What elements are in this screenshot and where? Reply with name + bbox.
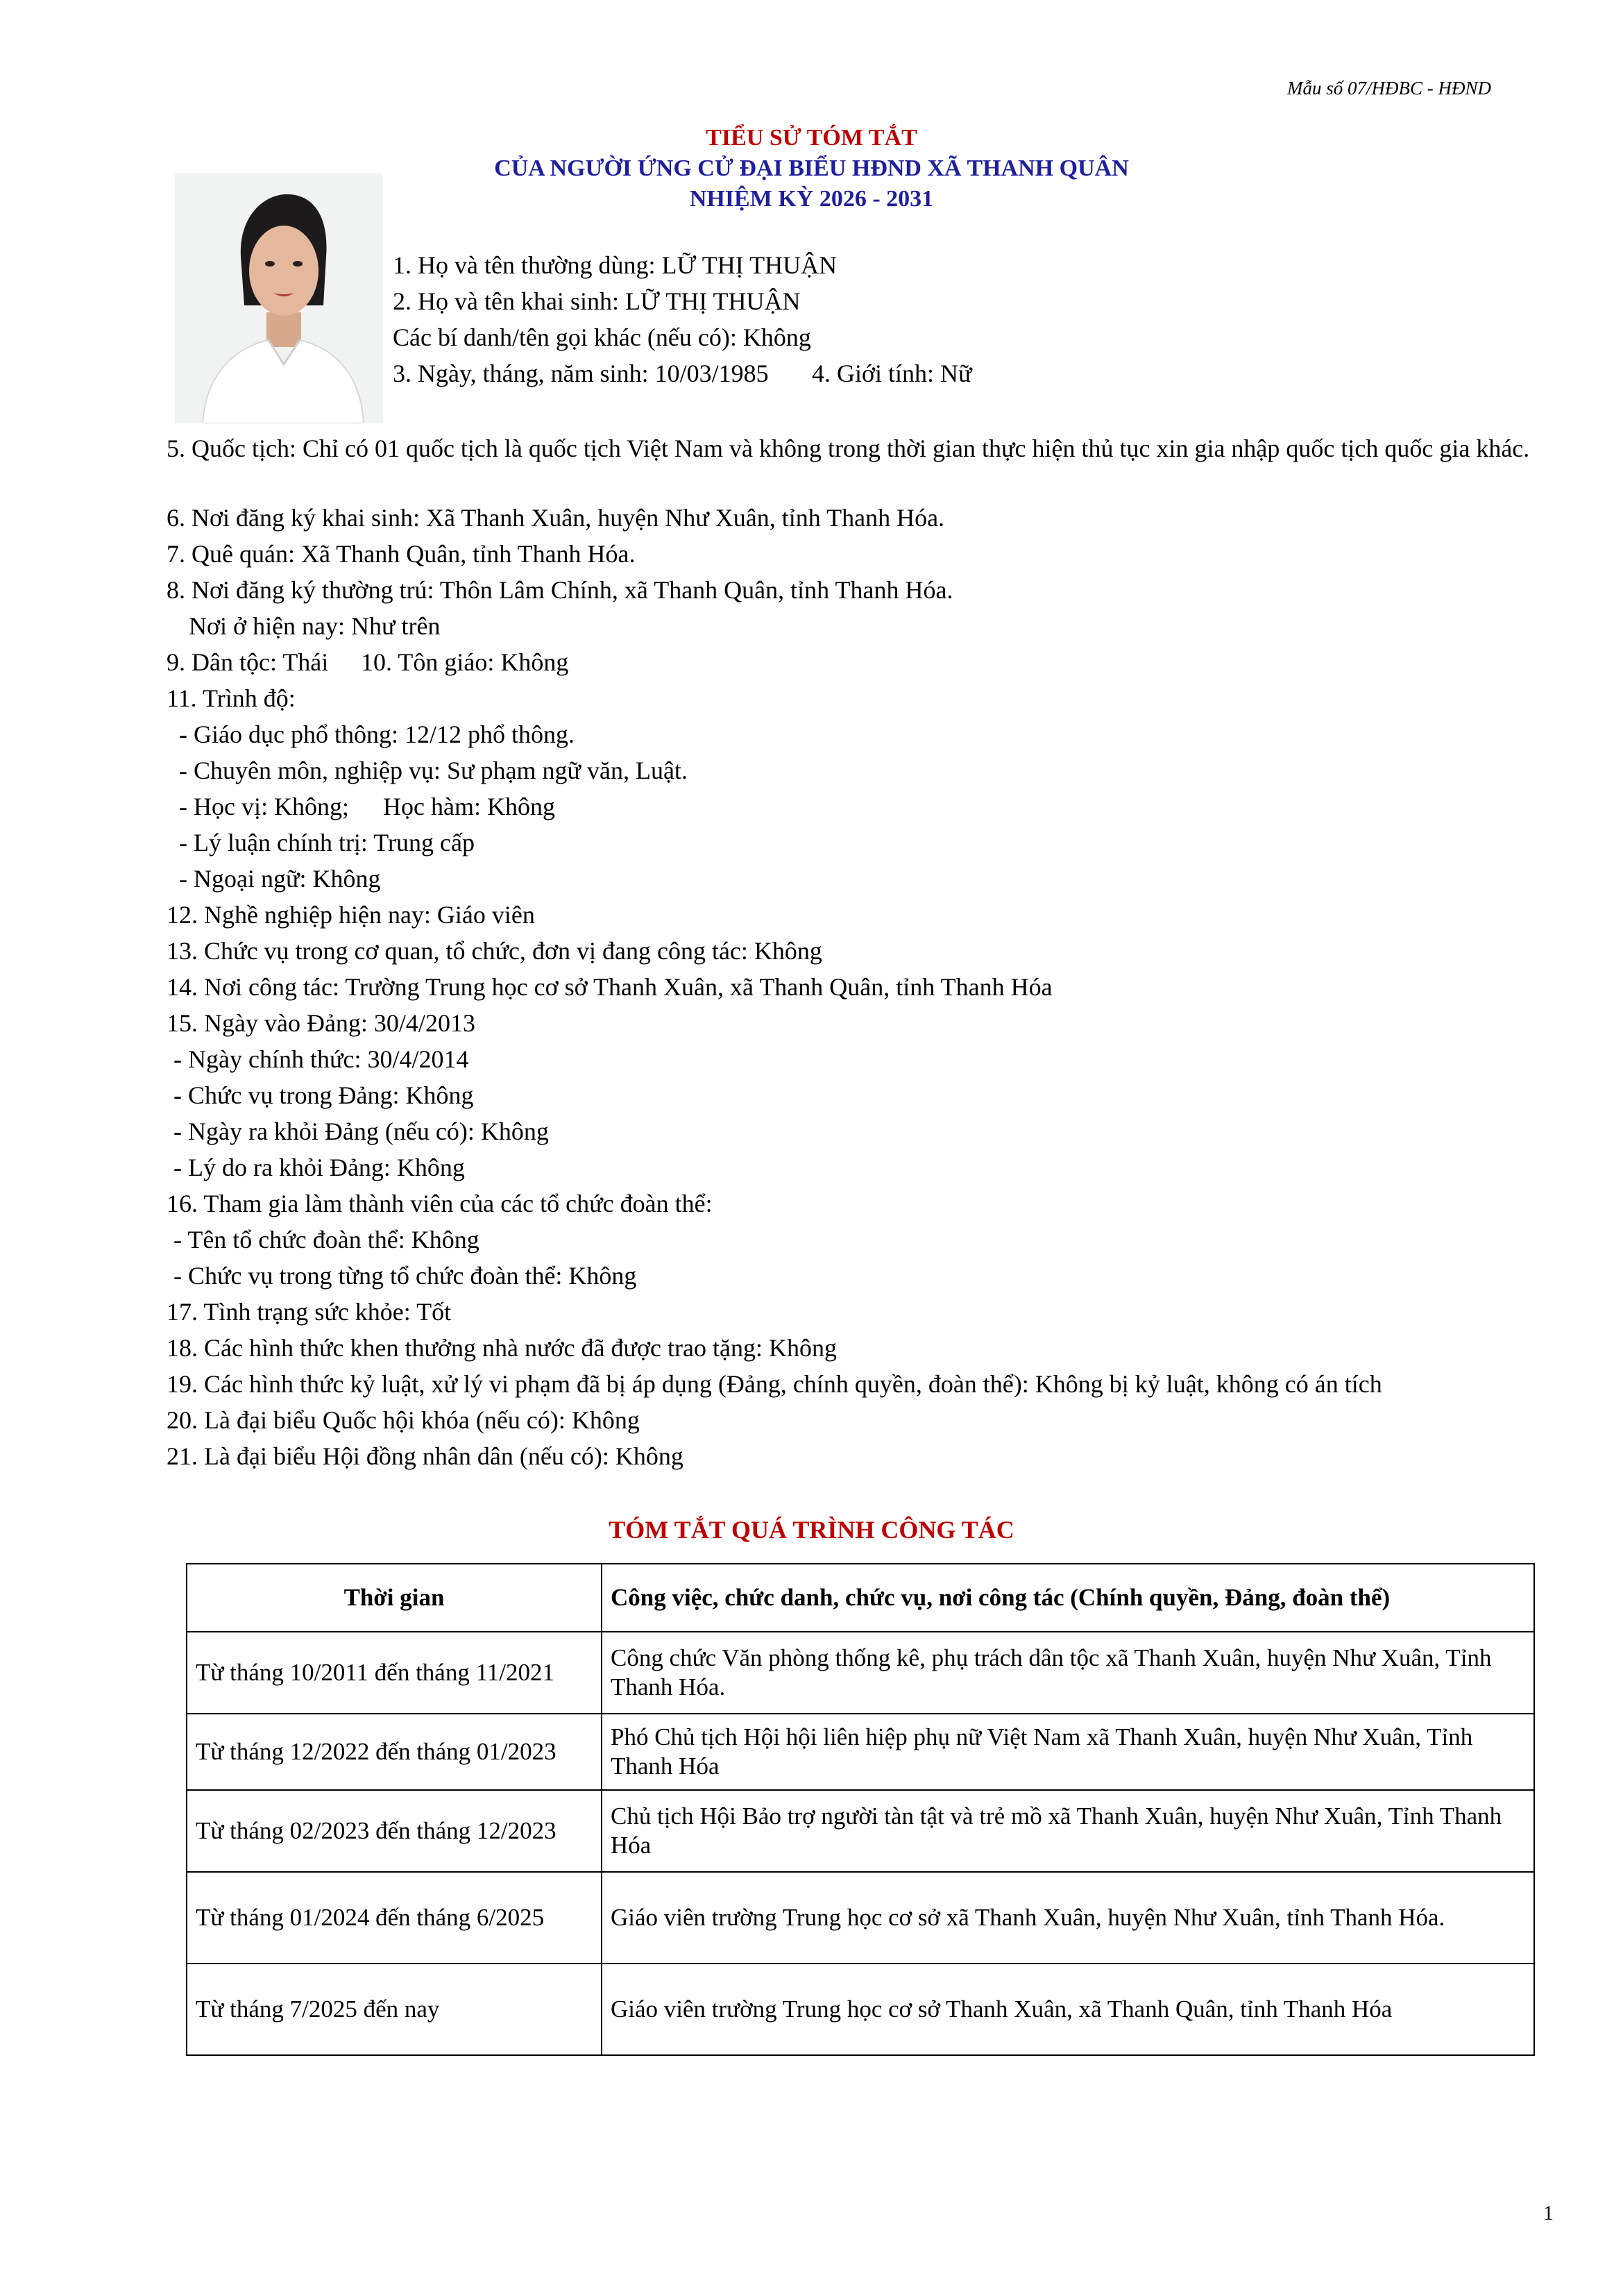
info-political-theory: - Lý luận chính trị: Trung cấp <box>179 829 475 856</box>
info-birth-registration: 6. Nơi đăng ký khai sinh: Xã Thanh Xuân, huyện Như Xuân, tỉnh Thanh Hóa. <box>167 504 945 532</box>
info-religion: 10. Tôn giáo: Không <box>361 648 569 676</box>
info-party-join-date: 15. Ngày vào Đảng: 30/4/2013 <box>167 1009 475 1037</box>
info-council-delegate: 21. Là đại biểu Hội đồng nhân dân (nếu có): Không <box>167 1442 683 1470</box>
table-row <box>187 1632 1534 1714</box>
info-permanent-residence: 8. Nơi đăng ký thường trú: Thôn Lâm Chính, xã Thanh Quân, tỉnh Thanh Hóa. <box>167 576 953 604</box>
info-discipline: 19. Các hình thức kỷ luật, xử lý vi phạm đã bị áp dụng (Đảng, chính quyền, đoàn thể): Không bị kỷ luật, không có án tích <box>167 1370 1382 1398</box>
table-row <box>187 1790 1534 1872</box>
row-description: Giáo viên trường Trung học cơ sở Thanh Xuân, xã Thanh Quân, tỉnh Thanh Hóa <box>602 1964 1534 2055</box>
info-foreign-language: - Ngoại ngữ: Không <box>179 865 381 893</box>
info-na-delegate: 20. Là đại biểu Quốc hội khóa (nếu có): Không <box>167 1406 640 1434</box>
info-organization-name: - Tên tổ chức đoàn thể: Không <box>173 1226 479 1253</box>
info-degree: - Học vị: Không; <box>179 793 349 820</box>
work-history-title: TÓM TẮT QUÁ TRÌNH CÔNG TÁC <box>609 1516 1014 1544</box>
info-party-position: - Chức vụ trong Đảng: Không <box>173 1081 474 1109</box>
info-education-heading: 11. Trình độ: <box>167 684 296 712</box>
form-number: Mẫu số 07/HĐBC - HĐND <box>1287 78 1491 99</box>
row-time: Từ tháng 7/2025 đến nay <box>187 1964 602 2055</box>
info-party-official-date: - Ngày chính thức: 30/4/2014 <box>173 1045 469 1073</box>
info-profession: - Chuyên môn, nghiệp vụ: Sư phạm ngữ văn, Luật. <box>179 757 688 784</box>
doc-title: TIỂU SỬ TÓM TẮT <box>706 125 917 151</box>
info-organizations: 16. Tham gia làm thành viên của các tổ chức đoàn thể: <box>167 1190 713 1217</box>
row-time: Từ tháng 12/2022 đến tháng 01/2023 <box>187 1714 602 1790</box>
info-common-name: 1. Họ và tên thường dùng: LỮ THỊ THUẬN <box>393 251 838 279</box>
row-description: Phó Chủ tịch Hội hội liên hiệp phụ nữ Việt Nam xã Thanh Xuân, huyện Như Xuân, Tỉnh Thanh Hóa <box>602 1714 1534 1790</box>
table-row <box>187 1964 1534 2055</box>
row-description: Công chức Văn phòng thống kê, phụ trách dân tộc xã Thanh Xuân, huyện Như Xuân, Tỉnh Thanh Hóa. <box>602 1632 1534 1714</box>
info-birth-name: 2. Họ và tên khai sinh: LỮ THỊ THUẬN <box>393 287 801 315</box>
table-row <box>187 1714 1534 1790</box>
info-organization-position: - Chức vụ trong từng tổ chức đoàn thể: Không <box>173 1262 637 1290</box>
table-row <box>187 1872 1534 1964</box>
row-description: Giáo viên trường Trung học cơ sở xã Thanh Xuân, huyện Như Xuân, tỉnh Thanh Hóa. <box>602 1872 1534 1964</box>
info-occupation: 12. Nghề nghiệp hiện nay: Giáo viên <box>167 901 535 929</box>
info-current-residence: Nơi ở hiện nay: Như trên <box>189 612 441 640</box>
info-hometown: 7. Quê quán: Xã Thanh Quân, tỉnh Thanh Hóa. <box>167 540 636 568</box>
info-aliases: Các bí danh/tên gọi khác (nếu có): Không <box>393 323 811 351</box>
info-awards: 18. Các hình thức khen thưởng nhà nước đã được trao tặng: Không <box>167 1334 837 1362</box>
row-time: Từ tháng 10/2011 đến tháng 11/2021 <box>187 1632 602 1714</box>
row-time: Từ tháng 01/2024 đến tháng 6/2025 <box>187 1872 602 1964</box>
info-nationality: 5. Quốc tịch: Chỉ có 01 quốc tịch là quốc tịch Việt Nam và không trong thời gian thực hiện thủ tục xin gia nhập quốc tịch quốc gia khác. <box>167 434 1530 462</box>
portrait-photo <box>175 174 383 423</box>
info-birthdate: 3. Ngày, tháng, năm sinh: 10/03/1985 <box>393 360 769 387</box>
work-history-table <box>186 1563 1535 2056</box>
info-health: 17. Tình trạng sức khỏe: Tốt <box>167 1298 452 1326</box>
page-number: 1 <box>1543 2202 1554 2225</box>
column-header-time: Thời gian <box>187 1564 602 1632</box>
info-workplace: 14. Nơi công tác: Trường Trung học cơ sở Thanh Xuân, xã Thanh Quân, tỉnh Thanh Hóa <box>167 973 1053 1001</box>
info-academic-title: Học hàm: Không <box>383 793 555 820</box>
info-general-education: - Giáo dục phổ thông: 12/12 phổ thông. <box>179 720 575 748</box>
doc-subtitle: CỦA NGƯỜI ỨNG CỬ ĐẠI BIỂU HĐND XÃ THANH QUÂN <box>494 155 1129 181</box>
doc-term: NHIỆM KỲ 2026 - 2031 <box>689 186 934 212</box>
info-ethnicity: 9. Dân tộc: Thái <box>167 648 329 676</box>
row-time: Từ tháng 02/2023 đến tháng 12/2023 <box>187 1790 602 1872</box>
row-description: Chủ tịch Hội Bảo trợ người tàn tật và trẻ mồ xã Thanh Xuân, huyện Như Xuân, Tỉnh Thanh Hóa <box>602 1790 1534 1872</box>
info-party-leave-reason: - Lý do ra khỏi Đảng: Không <box>173 1154 465 1181</box>
info-position: 13. Chức vụ trong cơ quan, tổ chức, đơn vị đang công tác: Không <box>167 937 822 965</box>
column-header-description: Công việc, chức danh, chức vụ, nơi công tác (Chính quyền, Đảng, đoàn thể) <box>602 1564 1534 1632</box>
table-header-row <box>187 1564 1534 1632</box>
info-party-leave-date: - Ngày ra khỏi Đảng (nếu có): Không <box>173 1117 549 1145</box>
info-gender: 4. Giới tính: Nữ <box>812 360 972 387</box>
